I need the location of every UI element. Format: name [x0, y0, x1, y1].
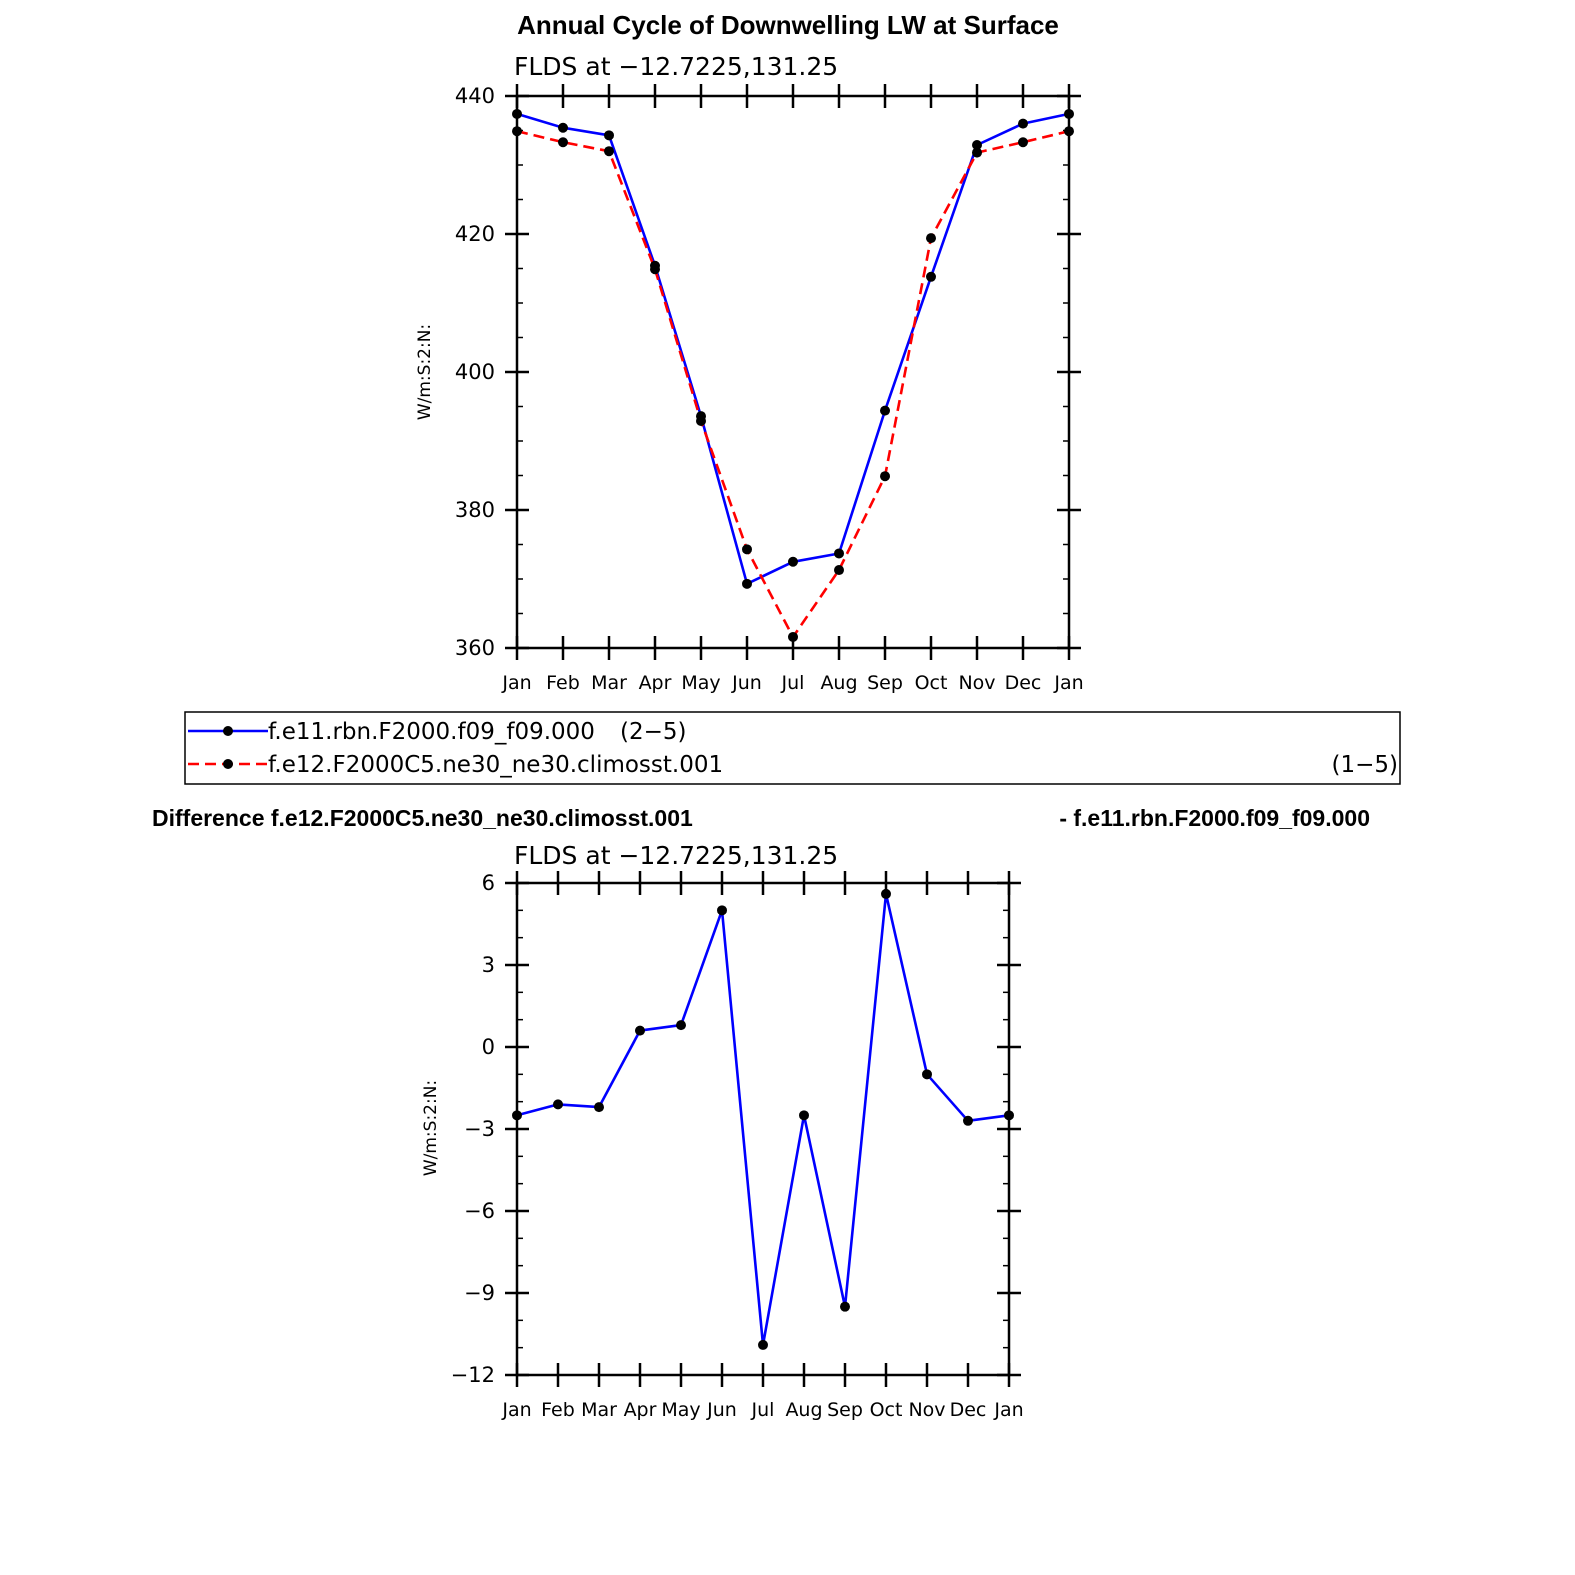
x-tick-label: May — [681, 672, 721, 694]
axis-ticks — [505, 871, 1021, 1387]
x-tick-label: Nov — [958, 672, 996, 694]
data-point-series-1 — [834, 548, 844, 558]
x-tick-label: Feb — [546, 672, 580, 694]
y-tick-label: 360 — [454, 636, 495, 660]
y-tick-label: 380 — [454, 498, 495, 522]
x-tick-label: Dec — [949, 1399, 987, 1421]
data-point-series-1 — [553, 1099, 563, 1109]
data-points — [512, 109, 1074, 642]
x-tick-label: Nov — [908, 1399, 946, 1421]
x-tick-label: Mar — [591, 672, 627, 694]
x-tick-labels — [501, 1399, 1023, 1421]
x-tick-label: Jul — [751, 1399, 775, 1421]
x-tick-label: Sep — [867, 672, 903, 694]
x-tick-label: Jan — [1054, 672, 1084, 694]
x-tick-label: Apr — [623, 1399, 657, 1421]
x-tick-label: May — [661, 1399, 701, 1421]
y-tick-label: −6 — [464, 1199, 495, 1223]
data-point-series-2 — [1018, 137, 1028, 147]
y-axis-label: W/m:S:2:N: — [421, 1079, 441, 1177]
chart-subtitle: FLDS at −12.7225,131.25 — [514, 52, 839, 81]
data-point-series-1 — [880, 406, 890, 416]
legend — [185, 712, 1400, 784]
x-tick-label: Aug — [785, 1399, 823, 1421]
data-point-series-2 — [926, 233, 936, 243]
data-point-series-2 — [604, 146, 614, 156]
y-tick-labels — [455, 84, 495, 660]
y-tick-label: 400 — [454, 360, 495, 384]
x-tick-label: Jul — [781, 672, 805, 694]
y-tick-labels — [451, 871, 495, 1387]
y-tick-label: −3 — [464, 1117, 495, 1141]
data-point-series-1 — [594, 1102, 604, 1112]
y-tick-label: 440 — [454, 84, 495, 108]
x-tick-label: Sep — [827, 1399, 863, 1421]
difference-panel — [152, 805, 1370, 1421]
data-point-series-1 — [1018, 119, 1028, 129]
data-point-series-1 — [717, 905, 727, 915]
y-tick-label: 420 — [454, 222, 495, 246]
data-point-series-1 — [922, 1069, 932, 1079]
y-tick-label: 3 — [481, 953, 495, 977]
legend-series-name: f.e12.F2000C5.ne30_ne30.climosst.001 — [268, 752, 724, 778]
y-tick-label: −12 — [450, 1363, 495, 1387]
series-line-1 — [517, 894, 1009, 1345]
y-tick-label: 6 — [481, 871, 495, 895]
data-point-series-2 — [696, 416, 706, 426]
data-point-series-1 — [963, 1116, 973, 1126]
data-point-series-1 — [676, 1020, 686, 1030]
x-tick-label: Mar — [581, 1399, 617, 1421]
annual-cycle-panel — [415, 10, 1084, 694]
data-points — [512, 889, 1014, 1350]
x-tick-label: Oct — [914, 672, 948, 694]
x-tick-label: Apr — [638, 672, 672, 694]
data-point-series-1 — [742, 579, 752, 589]
x-tick-label: Feb — [541, 1399, 575, 1421]
x-tick-label: Jan — [502, 672, 532, 694]
difference-title-left: Difference f.e12.F2000C5.ne30_ne30.climosst.001 — [152, 805, 693, 831]
x-tick-label: Jan — [502, 1399, 532, 1421]
data-point-series-1 — [558, 123, 568, 133]
legend-entry — [188, 752, 1398, 778]
data-point-series-2 — [558, 137, 568, 147]
data-point-series-2 — [742, 544, 752, 554]
data-point-series-1 — [635, 1026, 645, 1036]
x-tick-label: Jun — [707, 1399, 737, 1421]
legend-marker — [223, 759, 233, 769]
data-point-series-2 — [788, 632, 798, 642]
y-tick-label: 0 — [481, 1035, 495, 1059]
chart-subtitle: FLDS at −12.7225,131.25 — [514, 841, 839, 870]
data-point-series-1 — [840, 1302, 850, 1312]
axis-ticks — [505, 84, 1081, 660]
data-point-series-1 — [926, 272, 936, 282]
data-point-series-2 — [834, 565, 844, 575]
legend-marker — [223, 726, 233, 736]
y-tick-label: −9 — [464, 1281, 495, 1305]
x-tick-label: Oct — [869, 1399, 903, 1421]
legend-series-suffix: (2−5) — [620, 719, 687, 745]
data-point-series-2 — [650, 264, 660, 274]
legend-series-suffix: (1−5) — [1331, 752, 1398, 778]
data-point-series-1 — [758, 1340, 768, 1350]
data-point-series-1 — [604, 130, 614, 140]
x-tick-label: Dec — [1004, 672, 1042, 694]
x-tick-label: Jun — [732, 672, 762, 694]
legend-series-name: f.e11.rbn.F2000.f09_f09.000 — [268, 719, 595, 745]
data-point-series-1 — [881, 889, 891, 899]
data-point-series-1 — [799, 1110, 809, 1120]
x-tick-label: Aug — [820, 672, 858, 694]
plot-frame — [517, 883, 1009, 1375]
data-point-series-1 — [788, 557, 798, 567]
series-line-1 — [517, 114, 1069, 584]
series-lines — [517, 894, 1009, 1345]
x-tick-label: Jan — [994, 1399, 1024, 1421]
chart-title: Annual Cycle of Downwelling LW at Surface — [517, 10, 1059, 40]
data-point-series-2 — [880, 471, 890, 481]
difference-title-right: - f.e11.rbn.F2000.f09_f09.000 — [1059, 805, 1370, 831]
x-tick-labels — [501, 672, 1083, 694]
data-point-series-2 — [972, 148, 982, 158]
legend-entry — [188, 719, 686, 745]
y-axis-label: W/m:S:2:N: — [415, 323, 435, 421]
